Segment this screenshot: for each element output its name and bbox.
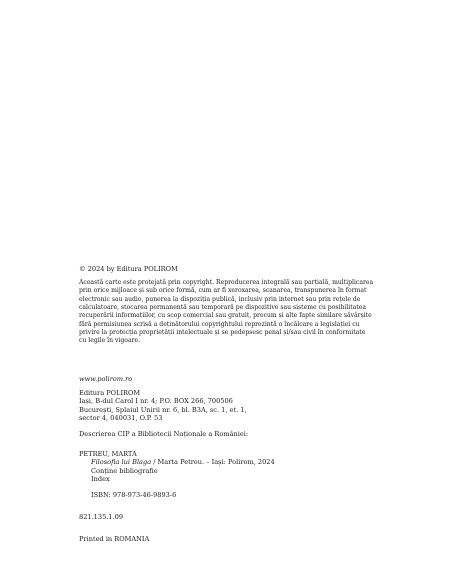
copyright-line: © 2024 by Editura POLIROM (79, 265, 178, 273)
address-line: București, Splaiul Unirii nr. 6, bl. B3A, sc. 1, et. 1, (79, 405, 247, 414)
publisher-address (79, 389, 389, 423)
isbn-value: ISBN: 978-973-46-9893-6 (91, 491, 177, 499)
notice-line: recuperării informațiilor, cu scop comercial sau gratuit, precum și alte fapte similare săvârșite (79, 312, 372, 320)
copyright-notice (79, 279, 389, 346)
notice-line: privire la protecția proprietății intelectuale și se pedepsesc penal și/sau civil în conformitate (79, 329, 366, 337)
cip-record (79, 450, 389, 484)
cip-heading: Descrierea CIP a Bibliotecii Naționale a României: (79, 430, 249, 438)
address-line: Iași, B-dul Carol I nr. 4; P.O. BOX 266, 700506 (79, 397, 233, 406)
cip-author: PETREU, MARTA (79, 450, 137, 458)
cip-book-statement: / Marta Petreu. – Iași: Polirom, 2024 (151, 458, 275, 467)
publisher-name: Editura POLIROM (79, 389, 141, 397)
cip-bibliography: Conține bibliografie (91, 466, 158, 475)
cip-title-line (79, 458, 389, 466)
notice-line: electronic sau audio, punerea la dispoziția publică, inclusiv prin internet sau prin rețele de (79, 295, 361, 303)
notice-line: fără permisiunea scrisă a deținătorului copyrightului reprezintă o încălcare a legislației cu (79, 320, 360, 328)
notice-line: cu legile în vigoare. (79, 337, 141, 345)
cip-book-title: Filosofia lui Blaga (91, 458, 152, 467)
printed-in: Printed in ROMANIA (79, 535, 150, 543)
notice-line: prin orice mijloace și sub orice formă, cum ar fi xeroxarea, scanarea, transpunerea în format (79, 287, 367, 295)
notice-line: Această carte este protejată prin copyright. Reproducerea integrală sau parțială, multiplicarea (79, 279, 374, 286)
isbn (79, 491, 389, 499)
publisher-website: www.polirom.ro (79, 375, 133, 383)
cdu-code: 821.135.1.09 (79, 513, 124, 521)
notice-line: calculatoare, stocarea permanentă sau temporară pe dispozitive sau sisteme cu posibilitatea (79, 304, 366, 312)
address-line: sector 4, 040031, O.P. 53 (79, 414, 163, 423)
cip-index: Index (91, 475, 110, 484)
